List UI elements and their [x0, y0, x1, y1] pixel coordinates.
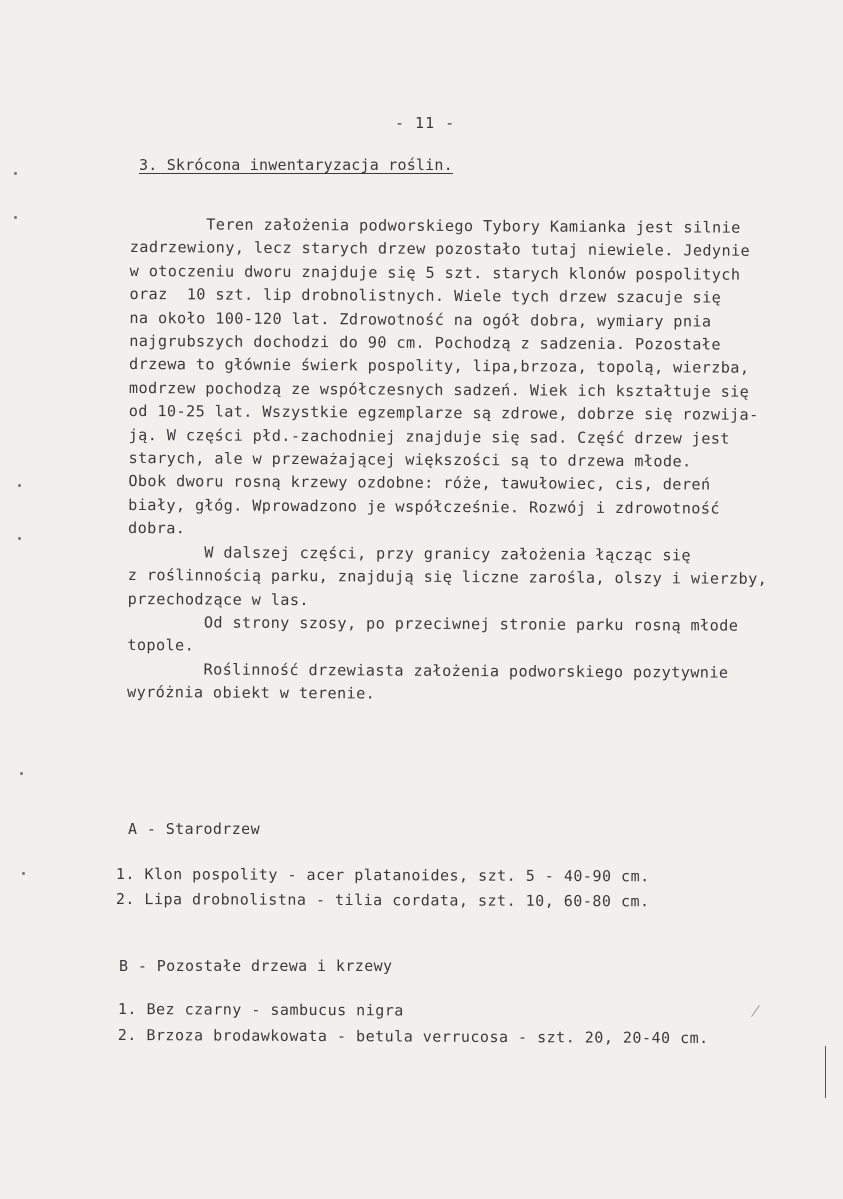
body-line: dobra.	[128, 519, 186, 538]
margin-dot	[14, 172, 17, 175]
body-line: modrzew pochodzą ze współczesnych sadzeń. Wiek ich kształtuje się	[128, 378, 750, 401]
body-line: wyróżnia obiekt w terenie.	[127, 683, 376, 703]
list-item: 1. Bez czarny - sambucus nigra	[117, 999, 404, 1020]
section-a-list	[116, 862, 650, 914]
body-line: ją. W części płd.-zachodniej znajduje się sad. Część drzew jest	[128, 425, 730, 448]
body-line: biały, głóg. Wprowadzono je współcześnie. Rozwój i zdrowotność	[128, 495, 720, 518]
page-number: - 11 -	[395, 114, 456, 132]
list-item: 2. Lipa drobnolistna - tilia cordata, szt. 10, 60-80 cm.	[115, 889, 650, 911]
body-line: od 10-25 lat. Wszystkie egzemplarze są zdrowe, dobrze się rozwija-	[128, 402, 759, 425]
body-line: Obok dworu rosną krzewy ozdobne: róże, tawułowiec, cis, dereń	[128, 472, 711, 495]
body-line: z roślinnością parku, znajdują się liczne zarośla, olszy i wierzby,	[127, 566, 768, 588]
body-line: najgrubszych dochodzi do 90 cm. Pochodzą z sadzenia. Pozostałe	[129, 332, 721, 354]
body-line: w otoczeniu dworu znajduje się 5 szt. starych klonów pospolitych	[129, 261, 741, 284]
body-line: W dalszej części, przy granicy założenia łącząc się	[127, 542, 692, 565]
body-line: na około 100-120 lat. Zdrowotność na ogół dobra, wymiary pnia	[129, 308, 712, 331]
body-line: zadrzewiony, lecz starych drzew pozostało tutaj niewiele. Jedynie	[129, 238, 751, 261]
body-line: drzewa to głównie świerk pospolity, lipa,brzoza, topolą, wierzba,	[129, 355, 750, 378]
pencil-mark	[751, 1005, 760, 1017]
margin-dot	[18, 484, 21, 487]
margin-dot	[18, 537, 21, 540]
body-line: starych, ale w przeważającej większości są to drzewa młode.	[128, 449, 692, 471]
margin-dot	[22, 872, 25, 875]
margin-dot	[20, 772, 23, 775]
body-line: topole.	[127, 636, 195, 655]
edge-mark	[825, 1046, 826, 1098]
section-b-list	[118, 996, 709, 1051]
section-a-heading: A - Starodrzew	[128, 820, 261, 838]
margin-dot	[14, 216, 17, 219]
section-b-heading: B - Pozostałe drzewa i krzewy	[119, 957, 393, 975]
body-line: Roślinność drzewiasta założenia podworskiego pozytywnie	[127, 659, 729, 682]
body-line: oraz 10 szt. lip drobnolistnych. Wiele tych drzew szacuje się	[129, 285, 722, 307]
body-line: Od strony szosy, po przeciwnej stronie parku rosną młode	[127, 612, 739, 635]
body-line: przechodzące w las.	[127, 589, 310, 609]
section-title: 3. Skrócona inwentaryzacja roślin.	[139, 156, 453, 174]
list-item: 2. Brzoza brodawkowata - betula verrucosa - szt. 20, 20-40 cm.	[117, 1025, 709, 1048]
body-line: Teren założenia podworskiego Tybory Kamianka jest silnie	[129, 214, 741, 237]
body-text	[127, 213, 820, 709]
list-item: 1. Klon pospolity - acer platanoides, szt. 5 - 40-90 cm.	[115, 865, 650, 886]
